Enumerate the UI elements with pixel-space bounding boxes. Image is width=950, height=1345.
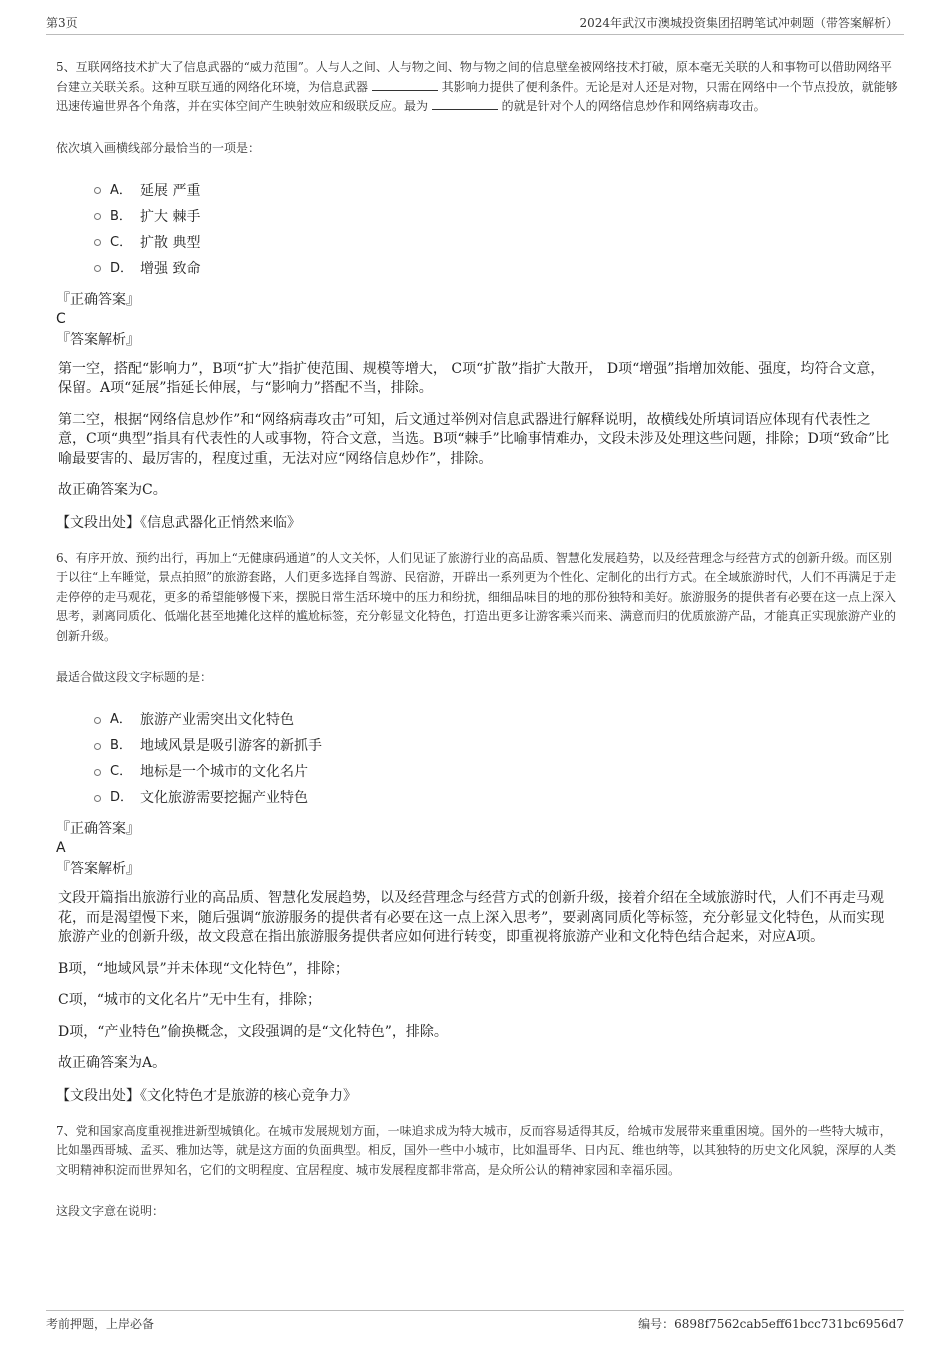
question-text: 7、党和国家高度重视推进新型城镇化。在城市发展规划方面，一味追求成为特大城市，反而容易适得其反，给城市发展带来重重困境。国外的一些特大城市，比如墨西哥城、孟买、雅加达等，就是这方面的负面典型。相反，国外一些中小城市，比如温哥华、日内瓦、维也纳等，以其独特的历史文化风貌，深厚的人类文明精神积淀而世界知名，它们的文明程度、宜居程度、城市发展程度都非常高，是众所公认的精神家园和幸福乐园。 — [56, 1123, 897, 1177]
radio-icon[interactable] — [94, 795, 101, 802]
option-text: 地域风景是吸引游客的新抓手 — [140, 738, 322, 754]
option-d[interactable] — [94, 785, 898, 811]
document-id: 编号：6898f7562cab5eff61bcc731bc6956d7 — [638, 1317, 904, 1331]
option-letter: B． — [110, 208, 132, 224]
analysis-label: 『答案解析』 — [56, 331, 140, 348]
option-a[interactable] — [94, 178, 898, 204]
answer-value: C — [56, 310, 66, 327]
option-letter: A． — [110, 182, 132, 198]
question-5 — [56, 58, 898, 533]
option-b[interactable] — [94, 733, 898, 759]
question-text-part: 的就是针对个人的网络信息炒作和网络病毒攻击。 — [501, 99, 766, 113]
question-text: 6、有序开放、预约出行，再加上“无健康码通道”的人文关怀，人们见证了旅游行业的高品质、智慧化发展趋势，以及经营理念与经营方式的创新升级。而区别于以往“上车睡觉，景点拍照”的旅游套路，人们更多选择自驾游、民宿游，开辟出一系列更为个性化、定制化的出行方式。在全域旅游时代，人们不再满足于走走停停的走马观花，更多的希望能够慢下来，摆脱日常生活环境中的压力和纷扰，细细品味目的地的那份独特和美好。旅游服务的提供者有必要在这一点上深入思考，剥离同质化、低端化甚至地摊化这样的尴尬标签，充分彰显文化特色，打造出更多让游客乘兴而来、满意而归的优质旅游产品，才能真正实现旅游产业的创新升级。 — [56, 550, 897, 643]
analysis-label: 『答案解析』 — [56, 861, 140, 877]
page-header — [46, 12, 904, 35]
option-c[interactable] — [94, 759, 898, 785]
analysis-paragraph: 故正确答案为C。 — [58, 482, 167, 498]
radio-icon[interactable] — [94, 187, 101, 194]
option-list — [94, 178, 898, 282]
answer-label: 『正确答案』 — [56, 291, 140, 308]
question-text-part: 其影响力提供了便利条件。无论是对人还是对物，只需在网络中一个节点投放，就能够迅速传遍世界各个角落，并在实体空间产生映射效应和级联反应。最为 — [56, 79, 898, 113]
analysis-paragraph: 文段开篇指出旅游行业的高品质、智慧化发展趋势，以及经营理念与经营方式的创新升级，接着介绍在全域旅游时代，人们不再走马观花，而是渴望慢下来，随后强调“旅游服务的提供者有必要在这一点上深入思考”，要剥离同质化等标签，充分彰显文化特色，从而实现旅游产业的创新升级，故文段意在指出旅游服务提供者应如何进行转变，即重视将旅游产业和文化特色结合起来，对应A项。 — [58, 890, 885, 945]
page-number: 第3页 — [46, 16, 78, 30]
radio-icon[interactable] — [94, 743, 101, 750]
answer-value: A — [56, 840, 66, 856]
analysis-paragraph: 第一空，搭配“影响力”，B项“扩大”指扩使范围、规模等增大， C项“扩散”指扩大散开， D项“增强”指增加效能、强度，均符合文意，保留。A项“延展”指延长伸展，与“影响力”搭配不当，排除。 — [58, 360, 885, 396]
option-text: 增强 致命 — [140, 260, 201, 277]
option-text: 文化旅游需要挖掘产业特色 — [140, 790, 308, 806]
radio-icon[interactable] — [94, 239, 101, 246]
radio-icon[interactable] — [94, 213, 101, 220]
answer-label: 『正确答案』 — [56, 821, 140, 837]
option-letter: B． — [110, 738, 132, 753]
analysis-paragraph: 第二空，根据“网络信息炒作”和“网络病毒攻击”可知，后文通过举例对信息武器进行解释说明，故横线处所填词语应体现有代表性之意，C项“典型”指具有代表性的人或事物，符合文意，当选。B项“棘手”比喻事情难办，文段未涉及处理这些问题，排除；D项“致命”比喻最要害的、最厉害的，程度过重，无法对应“网络信息炒作”，排除。 — [58, 411, 890, 467]
radio-icon[interactable] — [94, 265, 101, 272]
option-text: 旅游产业需突出文化特色 — [140, 712, 294, 728]
option-letter: D． — [110, 790, 134, 805]
option-text: 扩散 典型 — [140, 234, 201, 251]
fill-blank — [432, 97, 498, 110]
question-prompt: 最适合做这段文字标题的是： — [56, 670, 213, 684]
question-7 — [56, 1122, 898, 1220]
footer-slogan: 考前押题，上岸必备 — [46, 1317, 155, 1331]
option-letter: C． — [110, 764, 133, 779]
analysis-paragraph: B项，“地域风景”并未体现“文化特色”，排除； — [58, 960, 349, 977]
question-text-part: 5、互联网络技术扩大了信息武器的“威力范围”。人与人之间、人与物之间、物与物之间的信息壁垒被网络技术打破，原本毫无关联的人和事物可以借助网络平台建立关联关系。这种互联互通的网络化环境，为信息武器 — [56, 60, 892, 94]
radio-icon[interactable] — [94, 769, 101, 776]
option-d[interactable] — [94, 256, 898, 282]
option-letter: D． — [110, 260, 134, 276]
option-text: 地标是一个城市的文化名片 — [140, 764, 308, 780]
option-c[interactable] — [94, 230, 898, 256]
option-a[interactable] — [94, 707, 898, 733]
question-prompt: 依次填入画横线部分最恰当的一项是： — [56, 140, 261, 155]
question-text — [56, 58, 898, 117]
option-letter: A． — [110, 712, 132, 727]
question-6 — [56, 549, 898, 1106]
option-b[interactable] — [94, 204, 898, 230]
analysis-paragraph: C项，“城市的文化名片”无中生有，排除； — [58, 992, 322, 1008]
fill-blank — [372, 78, 438, 91]
option-letter: C． — [110, 234, 133, 250]
page-footer — [46, 1310, 904, 1331]
analysis-paragraph: D项，“产业特色”偷换概念，文段强调的是“文化特色”，排除。 — [58, 1023, 448, 1040]
radio-icon[interactable] — [94, 717, 101, 724]
analysis-paragraph: 故正确答案为A。 — [58, 1055, 167, 1071]
document-body — [56, 58, 898, 1241]
source-citation: 【文段出处】《信息武器化正悄然来临》 — [56, 514, 301, 531]
option-text: 延展 严重 — [140, 182, 201, 199]
option-text: 扩大 棘手 — [140, 208, 201, 225]
document-title: 2024年武汉市澳城投资集团招聘笔试冲刺题（带答案解析） — [579, 16, 898, 30]
source-citation: 【文段出处】《文化特色才是旅游的核心竞争力》 — [56, 1087, 357, 1104]
option-list — [94, 707, 898, 811]
question-prompt: 这段文字意在说明： — [56, 1204, 165, 1218]
